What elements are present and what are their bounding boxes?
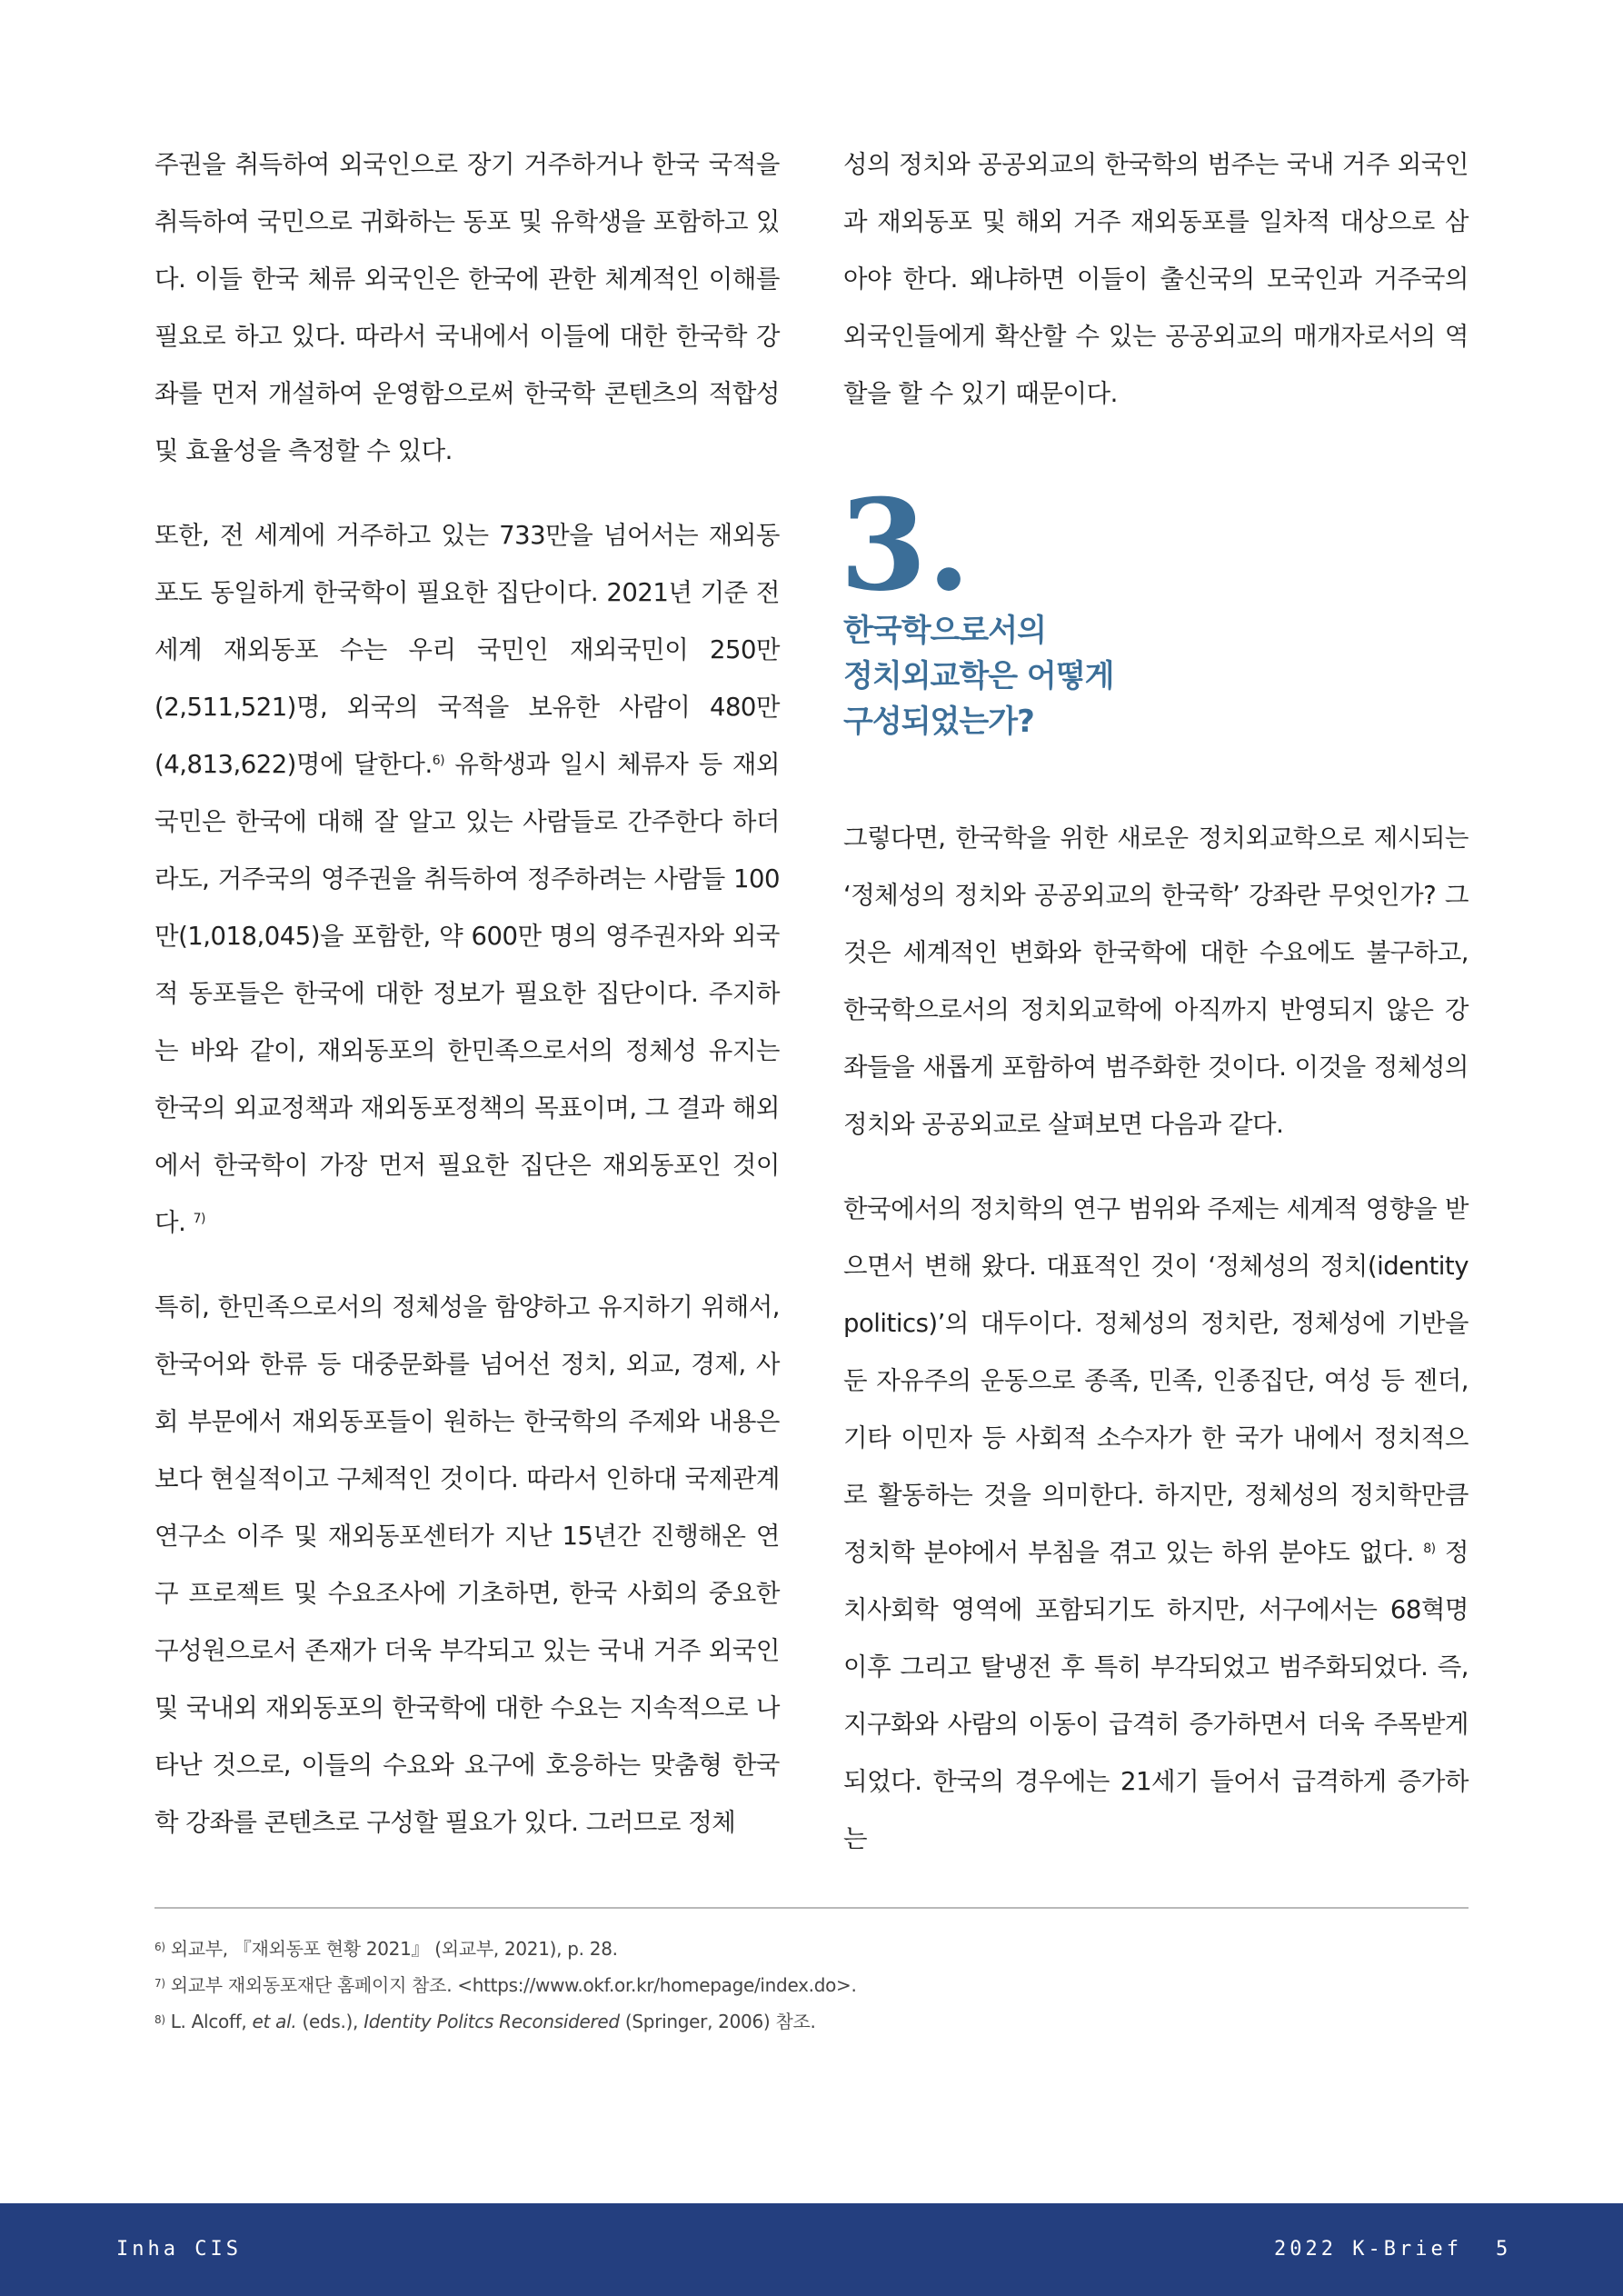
footnote (154, 1931, 1469, 1967)
footnotes (154, 1931, 1469, 2040)
section-title-line: 정치외교학은 어떻게 (843, 658, 1114, 694)
footnote-text: L. Alcoff, (170, 2011, 253, 2032)
footnote-text: (Springer, 2006) 참조. (619, 2011, 816, 2032)
footnote (154, 2003, 1469, 2040)
body-paragraph: 그렇다면, 한국학을 위한 새로운 정치외교학으로 제시되는 ‘정체성의 정치와 공공외교의 한국학’ 강좌란 무엇인가? 그것은 세계적인 변화와 한국학에 대한 수요에도 불구하고, 한국학으로서의 정치외교학에 아직까지 반영되지 않은 강좌들을 새롭게 포함하여 범주화한 것이다. 이것을 정체성의 정치와 공공외교로 살펴보면 다음과 같다. (843, 824, 1469, 1139)
right-column (840, 136, 1469, 1895)
paragraph-text: 한국에서의 정치학의 연구 범위와 주제는 세계적 영향을 받으면서 변해 왔다. 대표적인 것이 ‘정체성의 정치(identity politics)’의 대두이다. 정체성의 정치란, 정체성에 기반을 둔 자유주의 운동으로 종족, 민족, 인종집단, 여성 등 젠더, 기타 이민자 등 사회적 소수자가 한 국가 내에서 정치적으로 활동하는 것을 의미한다. 하지만, 정체성의 정치학만큼 정치학 분야에서 부침을 겪고 있는 하위 분야도 없다. (843, 1194, 1469, 1567)
left-column (154, 136, 780, 1879)
footnote-ref[interactable]: 6) (432, 754, 445, 768)
section-title-line: 구성되었는가? (843, 704, 1034, 740)
body-paragraph: 특히, 한민족으로서의 정체성을 함양하고 유지하기 위해서, 한국어와 한류 등 대중문화를 넘어선 정치, 외교, 경제, 사회 부문에서 재외동포들이 원하는 한국학의 주제와 내용은 보다 현실적이고 구체적인 것이다. 따라서 인하대 국제관계연구소 이주 및 재외동포센터가 지난 15년간 진행해온 연구 프로젝트 및 수요조사에 기초하면, 한국 사회의 중요한 구성원으로서 존재가 더욱 부각되고 있는 국내 거주 외국인 및 국내외 재외동포의 한국학에 대한 수요는 지속적으로 나타난 것으로, 이들의 수요와 요구에 호응하는 맞춤형 한국학 강좌를 콘텐츠로 구성할 필요가 있다. 그러므로 정체 (154, 1293, 780, 1837)
footnote-text[interactable]: 외교부 재외동포재단 홈페이지 참조. <https://www.okf.or.kr/homepage/index.do>. (170, 1974, 857, 1996)
footnote-text: (eds.), (296, 2011, 364, 2032)
footnote-italic: et al. (252, 2011, 297, 2032)
paragraph-text: 정치사회학 영역에 포함되기도 하지만, 서구에서는 68혁명 이후 그리고 탈냉전 후 특히 부각되었고 범주화되었다. 즉, 지구화와 사람의 이동이 급격히 증가하면서 더욱 주목받게 되었다. 한국의 경우에는 21세기 들어서 급격하게 증가하는 (843, 1538, 1469, 1853)
footer-publication: 2022 K-Brief (1274, 2238, 1462, 2261)
footnote-text: 외교부, 『재외동포 현황 2021』 (외교부, 2021), p. 28. (170, 1938, 618, 1960)
footnote (154, 1967, 1469, 2003)
body-paragraph (154, 507, 780, 1252)
footer-publisher: Inha CIS (116, 2238, 242, 2261)
footnote-mark: 6) (154, 1941, 165, 1953)
footnote-book-title: Identity Politcs Reconsidered (363, 2011, 620, 2032)
footnote-divider (154, 1907, 1469, 1909)
page-footer (0, 2203, 1623, 2296)
paragraph-text: 유학생과 일시 체류자 등 재외국민은 한국에 대해 잘 알고 있는 사람들로 간주한다 하더라도, 거주국의 영주권을 취득하여 정주하려는 사람들 100만(1,018,045)을 포함한, 약 600만 명의 영주권자와 외국적 동포들은 한국에 대한 정보가 필요한 집단이다. 주지하는 바와 같이, 재외동포의 한민족으로서의 정체성 유지는 한국의 외교정책과 재외동포정책의 목표이며, 그 결과 해외에서 한국학이 가장 먼저 필요한 집단은 재외동포인 것이다. (154, 750, 780, 1237)
section-title-line: 한국학으로서의 (843, 613, 1046, 649)
body-paragraph: 주권을 취득하여 외국인으로 장기 거주하거나 한국 국적을 취득하여 국민으로 귀화하는 동포 및 유학생을 포함하고 있다. 이들 한국 체류 외국인은 한국에 관한 체계적인 이해를 필요로 하고 있다. 따라서 국내에서 이들에 대한 한국학 강좌를 먼저 개설하여 운영함으로써 한국학 콘텐츠의 적합성 및 효율성을 측정할 수 있다. (154, 150, 780, 465)
footnote-ref[interactable]: 8) (1423, 1542, 1436, 1556)
footnote-mark: 7) (154, 1977, 165, 1990)
paragraph-text: 또한, 전 세계에 거주하고 있는 733만을 넘어서는 재외동포도 동일하게 한국학이 필요한 집단이다. 2021년 기준 전 세계 재외동포 수는 우리 국민인 재외국민이 250만(2,511,521)명, 외국의 국적을 보유한 사람이 480만(4,813,622)명에 달한다. (154, 521, 780, 779)
body-paragraph: 성의 정치와 공공외교의 한국학의 범주는 국내 거주 외국인과 재외동포 및 해외 거주 재외동포를 일차적 대상으로 삼아야 한다. 왜냐하면 이들이 출신국의 모국인과 거주국의 외국인들에게 확산할 수 있는 공공외교의 매개자로서의 역할을 할 수 있기 때문이다. (843, 150, 1469, 408)
section-title (843, 608, 1469, 744)
page-number: 5 (1496, 2238, 1512, 2261)
footnote-ref[interactable]: 7) (193, 1212, 205, 1226)
body-paragraph (843, 1181, 1469, 1868)
section-number: 3. (840, 471, 971, 619)
footnote-mark: 8) (154, 2013, 165, 2026)
